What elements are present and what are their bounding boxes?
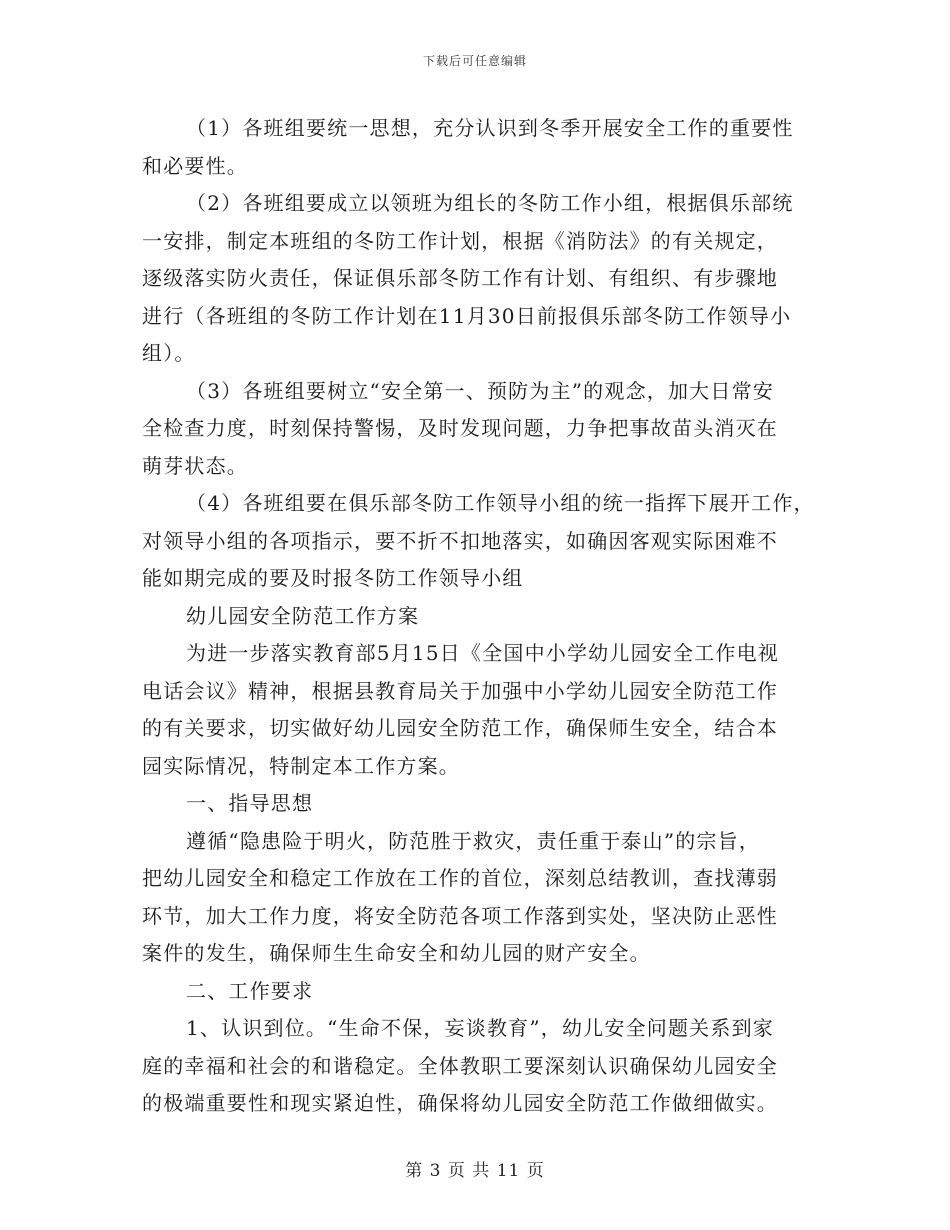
text-line: 逐级落实防火责任，保证俱乐部冬防工作有计划、有组织、有步骤地 — [142, 266, 778, 290]
text-line: 的极端重要性和现实紧迫性，确保将幼儿园安全防范工作做细做实。 — [142, 1091, 778, 1115]
text-line: 能如期完成的要及时报冬防工作领导小组 — [142, 566, 524, 590]
text-line: 为进一步落实教育部5月15日《全国中小学幼儿园安全工作电视 — [186, 641, 779, 665]
document-body — [142, 110, 822, 1123]
text-line: 组）。 — [142, 341, 196, 365]
text-line: 环节，加大工作力度，将安全防范各项工作落到实处，坚决防止恶性 — [142, 903, 778, 928]
text-line: 和必要性。 — [142, 153, 248, 178]
section-heading: 一、指导思想 — [186, 791, 314, 815]
text-line: 把幼儿园安全和稳定工作放在工作的首位，深刻总结教训，查找薄弱 — [142, 866, 778, 890]
text-line: 全检查力度，时刻保持警惕，及时发现问题，力争把事故苗头消灭在 — [142, 416, 778, 440]
text-line: 的有关要求，切实做好幼儿园安全防范工作，确保师生安全，结合本 — [142, 716, 778, 740]
text-line: 电话会议》精神，根据县教育局关于加强中小学幼儿园安全防范工作 — [142, 678, 778, 703]
text-line: 萌芽状态。 — [142, 453, 248, 478]
text-line: 庭的幸福和社会的和谐稳定。全体教职工要深刻认识确保幼儿园安全 — [142, 1053, 778, 1078]
text-line: 园实际情况，特制定本工作方案。 — [142, 753, 460, 778]
page-header: 下载后可任意编辑 — [422, 54, 527, 68]
section-title: 幼儿园安全防范工作方案 — [186, 603, 420, 628]
text-line: （4）各班组要在俱乐部冬防工作领导小组的统一指挥下展开工作， — [186, 491, 815, 515]
text-line: 遵循“隐患险于明火，防范胜于救灾，责任重于泰山”的宗旨， — [186, 828, 761, 853]
page-footer: 第 3 页 共 11 页 — [405, 1161, 545, 1181]
section-heading: 二、工作要求 — [186, 978, 314, 1003]
text-line: （1）各班组要统一思想，充分认识到冬季开展安全工作的重要性 — [186, 116, 794, 140]
text-line: 1、认识到位。“生命不保，妄谈教育”，幼儿安全问题关系到家 — [186, 1016, 774, 1040]
text-line: 对领导小组的各项指示，要不折不扣地落实，如确因客观实际困难不 — [142, 528, 778, 553]
text-line: 案件的发生，确保师生生命安全和幼儿园的财产安全。 — [142, 941, 651, 965]
text-line: 一安排，制定本班组的冬防工作计划，根据《消防法》的有关规定， — [142, 228, 778, 253]
text-line: （2）各班组要成立以领班为组长的冬防工作小组，根据俱乐部统 — [186, 191, 794, 215]
text-line: 进行（各班组的冬防工作计划在11月30日前报俱乐部冬防工作领导小 — [142, 303, 792, 328]
text-line: （3）各班组要树立“安全第一、预防为主”的观念，加大日常安 — [186, 378, 774, 403]
